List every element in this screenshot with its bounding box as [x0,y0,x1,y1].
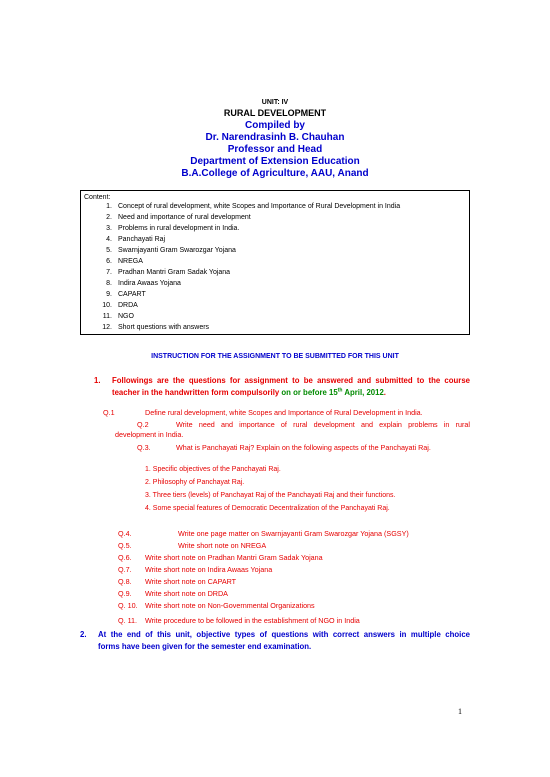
q10-text: Write short note on Non-Governmental Organizations [145,601,315,610]
point2-line1: At the end of this unit, objective types of questions with correct answers in multiple choice [98,630,470,639]
content-item: 10. DRDA [102,302,138,309]
q3-sub-item: 3. Three tiers (levels) of Panchayat Raj of the Panchayati Raj and their functions. [145,492,396,499]
q9-text: Write short note on DRDA [145,589,228,598]
author-designation: Professor and Head [227,144,323,155]
q2-text-line2: development in India. [115,430,184,439]
content-item: 8. Indira Awaas Yojana [106,280,181,287]
q2-number: Q.2 [137,420,149,429]
q8-number: Q.8. [118,577,132,586]
author-name: Dr. Narendrasinh B. Chauhan [205,132,345,143]
point2-line2: forms have been given for the semester end examination. [98,642,312,651]
q3-sub-item: 2. Philosophy of Panchayat Raj. [145,479,245,486]
q4-number: Q.4. [118,529,132,538]
department-name: Department of Extension Education [190,156,360,167]
q6-number: Q.6. [118,553,132,562]
document-title: RURAL DEVELOPMENT [223,108,327,118]
q8-text: Write short note on CAPART [145,577,237,586]
college-name: B.A.College of Agriculture, AAU, Anand [181,168,369,179]
point1-line1: Followings are the questions for assignment to be answered and submitted to the course [112,376,470,385]
content-item: 6. NREGA [106,258,143,265]
q5-text: Write short note on NREGA [178,541,267,550]
q1-text: Define rural development, white Scopes and Importance of Rural Development in India. [145,408,423,417]
q5-number: Q.5. [118,541,132,550]
q3-text: What is Panchayati Raj? Explain on the following aspects of the Panchayati Raj. [176,443,431,452]
q11-text: Write procedure to be followed in the establishment of NGO in India [145,616,360,625]
content-item: 7. Pradhan Mantri Gram Sadak Yojana [106,269,231,276]
q3-number: Q.3. [137,443,151,452]
instruction-heading: INSTRUCTION FOR THE ASSIGNMENT TO BE SUBMITTED FOR THIS UNIT [151,353,399,360]
q2-text-line1: Write need and importance of rural development and explain problems in rural [176,420,470,429]
q7-number: Q.7. [118,565,132,574]
q3-sub-item: 1. Specific objectives of the Panchayati Raj. [145,466,281,473]
unit-label: UNIT: IV [261,99,289,106]
content-item: 9. CAPART [106,291,146,298]
q4-text: Write one page matter on Swarnjayanti Gram Swarozgar Yojana (SGSY) [178,529,409,538]
content-item: 4. Panchayati Raj [106,236,166,243]
content-item: 11. NGO [102,313,134,320]
content-label: Content: [84,194,111,201]
q6-text: Write short note on Pradhan Mantri Gram Sadak Yojana [145,553,323,562]
point1-line2: teacher in the handwritten form compulsorily on or before 15th April, 2012. [112,387,386,397]
content-item: 1. Concept of rural development, white Scopes and Importance of Rural Development in India [106,203,401,210]
content-item: 2. Need and importance of rural development [106,214,251,221]
content-item: 3. Problems in rural development in India. [106,225,240,232]
q10-number: Q. 10. [118,601,138,610]
content-item: 5. Swarnjayanti Gram Swarozgar Yojana [106,247,236,254]
page-number: 1 [458,707,462,716]
point1-number: 1. [94,376,101,385]
q7-text: Write short note on Indira Awaas Yojana [145,565,273,574]
q9-number: Q.9. [118,589,132,598]
content-item: 12. Short questions with answers [102,324,210,331]
q3-sub-item: 4. Some special features of Democratic Decentralization of the Panchayati Raj. [145,505,390,512]
q11-number: Q. 11. [118,616,138,625]
compiled-by-label: Compiled by [244,120,305,131]
point2-number: 2. [80,630,87,639]
q1-number: Q.1 [103,408,115,417]
